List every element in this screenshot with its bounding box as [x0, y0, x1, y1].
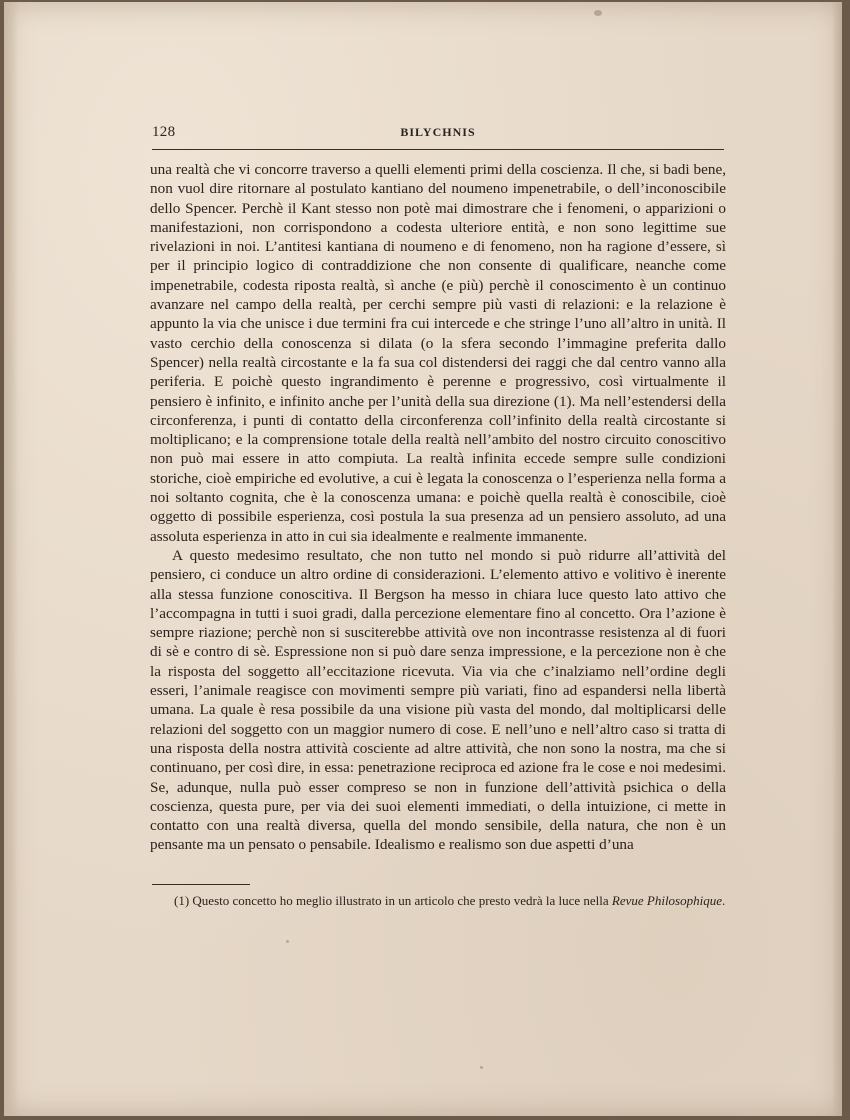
paragraph: una realtà che vi concorre traverso a quelli elementi primi della coscienza. Il che, si badi bene, non vuol dire ritornare al postulato kantiano del noumeno impenetrabile, o dell’inconoscibile dello Spencer. Perchè il Kant stesso non potè mai dimostrare che i fenomeni, o apparizioni o manifestazioni, non corrispondono a codesta ulteriore entità, e non sono legittime sue rivelazioni in noi. L’antitesi kantiana di noumeno e di fenomeno, non ha ragione d’essere, sì per il principio logico di contraddizione che non consente di qualificare, neanche come impenetrabile, codesta riposta realtà, sì anche (e più) perchè il conoscimento è un continuo avanzare nel campo della realtà, per cerchi sempre più vasti di relazioni: e la relazione è appunto la via che unisce i due termini fra cui intercede e che stringe l’uno all’altro in unità. Il vasto cerchio della conoscenza si dilata (o la sfera secondo l’immagine preferita dallo Spencer) nella realtà circostante e la fa sua col distendersi dei raggi che dal centro vanno alla periferia. E poichè questo ingrandimento è perenne e progressivo, così virtualmente il pensiero è infinito, e infinito anche per l’unità della sua direzione (1). Ma nell’estendersi della circonferenza, i punti di contatto della circonferenza coll’infinito della realtà circostante si moltiplicano; e la comprensione totale della realtà nell’ambito del nostro circuito conoscitivo non può mai essere in atto compiuta. La realtà infinita eccede sempre sulle condizioni storiche, cioè empiriche ed evolutive, a cui è legata la conoscenza o l’esperienza nella forma a noi soltanto cognita, che è la conoscenza umana: e poichè quella realtà è conoscibile, cioè oggetto di possibile esperienza, così postula la sua presenza ad un pensiero assoluto, ad una assoluta esperienza in atto in cui sia idealmente e realmente immanente. [150, 161, 726, 545]
running-head [152, 124, 724, 146]
footnote-text: (1) Questo concetto ho meglio illustrato in un articolo che presto vedrà la luce nella [174, 893, 609, 908]
paper-speck [480, 1066, 483, 1069]
footnote-end: . [722, 893, 726, 908]
footnote-journal: Revue Philosophique [611, 893, 722, 908]
footnote-rule [152, 884, 250, 885]
body-text [150, 160, 726, 855]
footnote [152, 893, 726, 909]
paragraph: A questo medesimo resultato, che non tutto nel mondo si può ridurre all’attività del pensiero, ci conduce un altro ordine di considerazioni. L’elemento attivo e volitivo è inerente alla stessa funzione conoscitiva. Il Bergson ha messo in chiara luce questo lato attivo che l’accompagna in tutti i suoi gradi, dalla percezione elementare fino al concetto. Ora l’azione è sempre riazione; perchè non si susciterebbe attività ove non incontrasse resistenza al di fuori di sè e contro di sè. Espressione non si può dare senza impressione, e la percezione non è che la risposta del soggetto all’eccitazione ricevuta. Via via che c’inalziamo nell’ordine degli esseri, l’animale reagisce con movimenti sempre più variati, fino ad espandersi nella libertà umana. La quale è resa possibile da una visione più vasta del mondo, dal moltiplicarsi delle relazioni del soggetto con un maggior numero di cose. E nell’uno e nell’altro caso si tratta di una risposta della nostra attività cosciente ad altre attività, che non sono la nostra, ma che si continuano, per così dire, in essa: penetrazione reciproca ed azione fra le cose e noi medesimi. Se, adunque, nulla può esser compreso se non in funzione dell’attività psichica o della coscienza, questa pure, per via dei suoi elementi immediati, o della intuizione, ci mette in contatto con una realtà diversa, quella del mondo sensibile, della natura, che non è un pensante ma un pensato o pensabile. Idealismo e realismo son due aspetti d’una [150, 546, 726, 854]
page-left-edge [4, 2, 18, 1116]
paper-speck [286, 940, 289, 943]
page-number: 128 [152, 124, 176, 140]
paper-stain [594, 10, 602, 16]
page-right-edge [832, 2, 842, 1116]
header-rule [152, 149, 724, 150]
journal-title: BILYCHNIS [400, 125, 476, 139]
